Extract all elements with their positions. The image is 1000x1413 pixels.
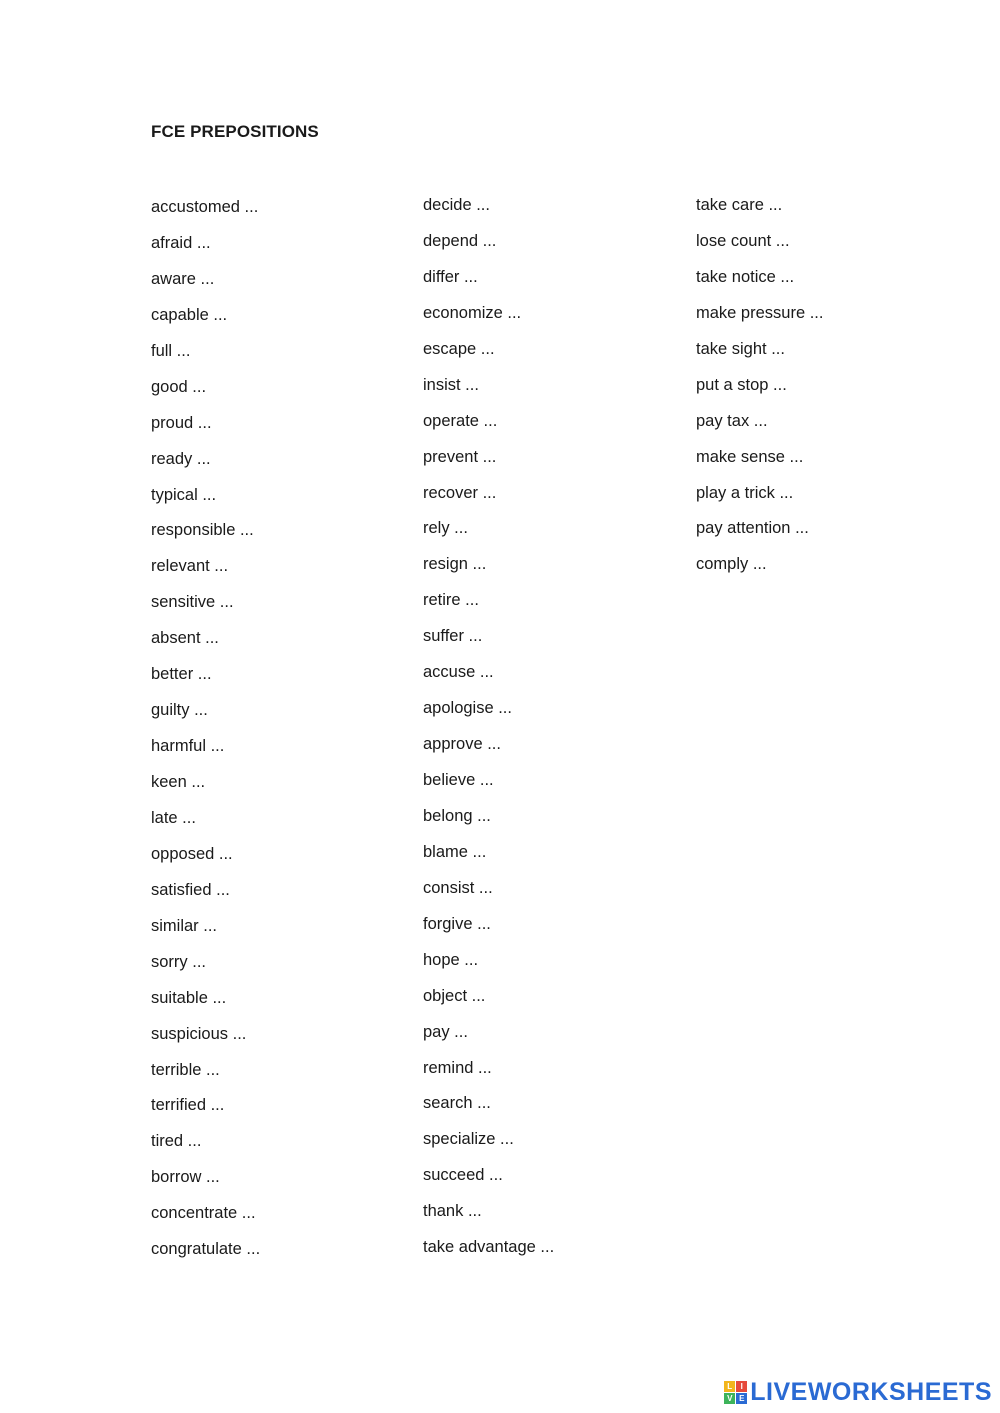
word-item: prevent ... (423, 447, 497, 466)
word-item: succeed ... (423, 1166, 503, 1185)
word-item: forgive ... (423, 914, 491, 933)
word-item: thank ... (423, 1202, 482, 1221)
word-item: consist ... (423, 878, 493, 897)
word-item: typical ... (151, 485, 217, 504)
word-item: ready ... (151, 449, 211, 468)
logo-mark-letter: E (736, 1393, 747, 1404)
word-item: retire ... (423, 591, 479, 610)
word-item: belong ... (423, 806, 491, 825)
word-item: specialize ... (423, 1130, 514, 1149)
word-item: borrow ... (151, 1168, 220, 1187)
word-column-2 (423, 193, 554, 1271)
word-item: apologise ... (423, 699, 512, 718)
word-item: search ... (423, 1094, 491, 1113)
word-item: accustomed ... (151, 198, 259, 216)
word-item: suffer ... (423, 627, 483, 646)
word-item: suitable ... (151, 988, 227, 1007)
word-item: proud ... (151, 413, 212, 432)
word-item: operate ... (423, 411, 498, 430)
word-item: economize ... (423, 303, 522, 322)
page-title: FCE PREPOSITIONS (151, 122, 319, 141)
word-item: terrible ... (151, 1060, 220, 1079)
word-item: make sense ... (696, 447, 804, 466)
word-item: relevant ... (151, 557, 229, 576)
logo-mark-letter: L (724, 1381, 735, 1392)
word-item: remind ... (423, 1058, 492, 1077)
word-item: pay ... (423, 1022, 468, 1041)
word-item: believe ... (423, 771, 494, 789)
word-item: congratulate ... (151, 1240, 261, 1259)
word-item: lose count ... (696, 231, 790, 250)
word-item: better ... (151, 665, 212, 684)
word-item: absent ... (151, 629, 219, 648)
word-item: comply ... (696, 555, 767, 574)
word-item: take advantage ... (423, 1238, 555, 1257)
word-item: recover ... (423, 483, 497, 502)
word-item: pay attention ... (696, 519, 809, 538)
word-item: keen ... (151, 773, 206, 791)
word-item: take notice ... (696, 267, 795, 286)
word-item: insist ... (423, 375, 479, 394)
word-item: take sight ... (696, 339, 785, 358)
logo-mark-icon (724, 1381, 747, 1404)
liveworksheets-logo[interactable] (724, 1377, 992, 1407)
word-item: tired ... (151, 1132, 202, 1151)
word-item: guilty ... (151, 701, 208, 720)
word-item: good ... (151, 377, 207, 396)
word-item: put a stop ... (696, 375, 787, 394)
word-item: similar ... (151, 916, 217, 935)
word-item: hope ... (423, 950, 479, 969)
word-item: decide ... (423, 196, 490, 214)
word-item: full ... (151, 341, 191, 360)
word-item: suspicious ... (151, 1024, 247, 1043)
word-column-1 (151, 195, 260, 1273)
word-item: object ... (423, 986, 486, 1005)
word-item: make pressure ... (696, 303, 824, 322)
word-item: responsible ... (151, 521, 254, 540)
word-item: pay tax ... (696, 411, 768, 430)
word-item: capable ... (151, 305, 228, 324)
word-item: play a trick ... (696, 483, 794, 502)
word-item: rely ... (423, 519, 468, 538)
word-item: concentrate ... (151, 1204, 256, 1223)
word-item: depend ... (423, 231, 497, 250)
logo-mark-letter: I (736, 1381, 747, 1392)
word-item: approve ... (423, 735, 501, 754)
word-item: blame ... (423, 842, 487, 861)
word-column-3 (696, 193, 823, 588)
word-item: harmful ... (151, 737, 225, 756)
logo-mark-letter: V (724, 1393, 735, 1404)
word-item: late ... (151, 808, 196, 827)
word-item: terrified ... (151, 1096, 225, 1115)
word-item: sorry ... (151, 952, 207, 971)
word-item: aware ... (151, 269, 215, 288)
word-item: accuse ... (423, 663, 494, 682)
word-item: take care ... (696, 196, 783, 214)
word-item: resign ... (423, 555, 487, 574)
word-item: afraid ... (151, 233, 211, 252)
word-item: opposed ... (151, 844, 233, 863)
word-item: escape ... (423, 339, 495, 358)
word-item: sensitive ... (151, 593, 234, 612)
word-item: differ ... (423, 267, 478, 286)
logo-text: LIVEWORKSHEETS (750, 1377, 992, 1406)
word-item: satisfied ... (151, 880, 230, 899)
